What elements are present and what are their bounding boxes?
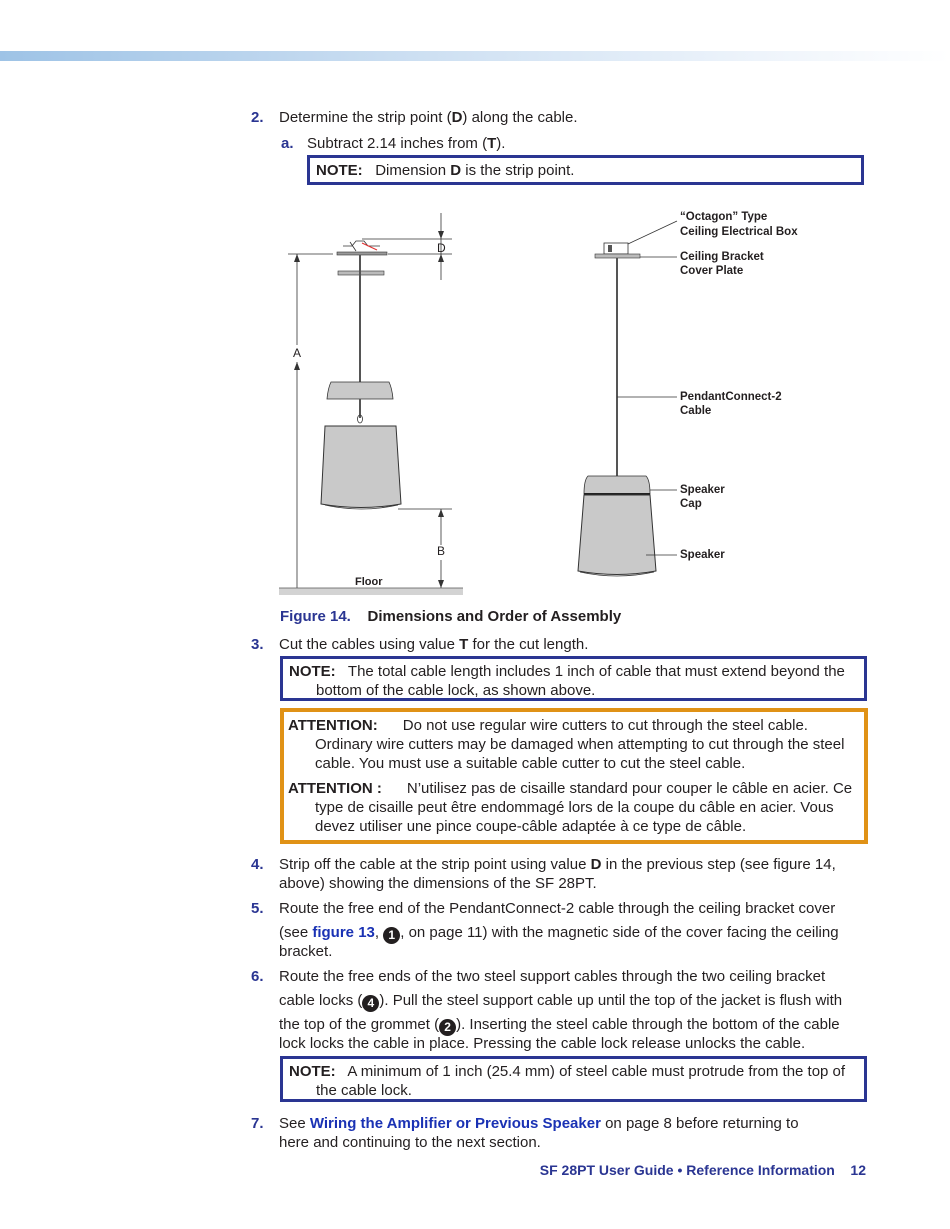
step-2-text: Determine the strip point (D) along the cable.	[279, 109, 578, 126]
substep-a-text: Subtract 2.14 inches from (T).	[307, 135, 506, 152]
dimension-label: D	[437, 241, 446, 255]
callout-badge: 2	[439, 1019, 456, 1036]
step-number: 7.	[251, 1115, 264, 1132]
callout-text: Cap	[680, 498, 702, 510]
step-6-line-2: cable locks ( 4 ). Pull the steel support cable up until the top of the jacket is flush with	[279, 992, 843, 1010]
wiring-section-link[interactable]: Wiring the Amplifier or Previous Speaker	[309, 1115, 601, 1132]
callout-text: Ceiling Bracket	[680, 251, 764, 263]
footer-title: SF 28PT User Guide • Reference Information	[539, 1162, 835, 1178]
dimension-lines	[288, 213, 452, 588]
step-number: 3.	[251, 636, 264, 653]
step-5-line-2: (see figure 13, 1 , on page 11) with the magnetic side of the cover facing the ceiling	[279, 924, 839, 942]
note-label: NOTE:	[289, 1063, 336, 1080]
step-number: 6.	[251, 968, 264, 985]
step-3-text: Cut the cables using value T for the cut length.	[279, 636, 589, 653]
attention-label: ATTENTION:	[288, 717, 378, 734]
right-pendant-assembly	[578, 243, 656, 576]
callout-text: Ceiling Electrical Box	[680, 226, 798, 238]
step-7-text: See Wiring the Amplifier or Previous Speaker on page 8 before returning to	[279, 1115, 799, 1132]
left-pendant-assembly	[321, 241, 401, 509]
step-number: 2.	[251, 109, 264, 126]
note-box: NOTE: Dimension D is the strip point.	[307, 155, 864, 185]
step-4-text: Strip off the cable at the strip point using value D in the previous step (see figure 14,	[279, 856, 836, 873]
step-6-line-3: the top of the grommet ( 2 ). Inserting the steel cable through the bottom of the cable	[279, 1016, 840, 1034]
dimension-label: B	[437, 544, 446, 558]
substep-letter: a.	[281, 135, 294, 152]
note-label: NOTE:	[289, 663, 336, 680]
page-footer	[540, 1162, 866, 1178]
note-box: NOTE: A minimum of 1 inch (25.4 mm) of steel cable must protrude from the top of the cable lock.	[280, 1056, 867, 1102]
callout-text: Speaker	[680, 484, 725, 496]
figure-caption: Figure 14. Dimensions and Order of Assembly	[280, 608, 622, 625]
callout-text: PendantConnect-2	[680, 391, 782, 403]
attention-box: ATTENTION: Do not use regular wire cutters to cut through the steel cable. Ordinary wire cutters may be damaged when attempting to cut through the steel cable. You must use a suitable cable cutter to cut the steel cable. ATTENTION : N’utilisez pas de cisaille standard pour couper le câble en acier. Ce type de cisaille peut être endommagé lors de la coupe du câble en acier. Vous devez utiliser une pince coupe-câble adaptée à ce type de câble.	[280, 708, 868, 844]
dimension-label: A	[293, 346, 302, 360]
floor-line	[279, 588, 463, 595]
callout-text: Cover Plate	[680, 265, 744, 277]
note-label: NOTE:	[316, 162, 363, 179]
callout-text: Speaker	[680, 549, 725, 561]
callout-text: “Octagon” Type	[680, 211, 768, 223]
dimension-arrows	[294, 231, 444, 588]
floor-label: Floor	[355, 576, 383, 588]
note-box: NOTE: The total cable length includes 1 inch of cable that must extend beyond the bottom of the cable lock, as shown above.	[280, 656, 867, 701]
callout-badge: 1	[383, 927, 400, 944]
page-number: 12	[850, 1162, 866, 1178]
attention-label: ATTENTION :	[288, 780, 382, 797]
callout-text: Cable	[680, 405, 712, 417]
step-number: 5.	[251, 900, 264, 917]
step-number: 4.	[251, 856, 264, 873]
figure-13-link[interactable]: figure 13	[312, 924, 375, 941]
callout-badge: 4	[362, 995, 379, 1012]
